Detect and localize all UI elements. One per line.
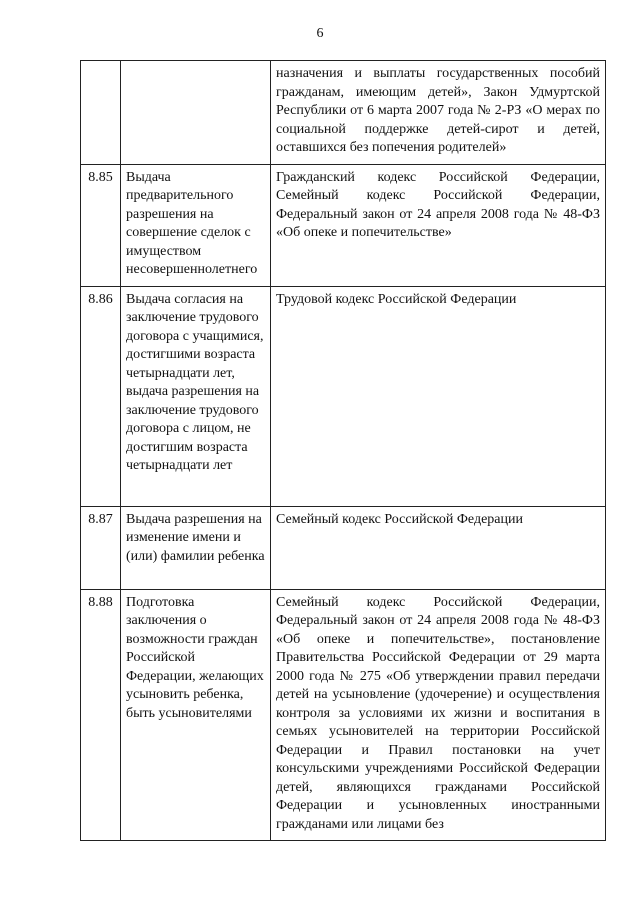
page-number: 6	[316, 26, 324, 41]
service-name: Выдача предварительного разрешения на совершение сделок с имуществом несовершеннолетнего	[121, 164, 271, 286]
row-number: 8.88	[81, 589, 121, 841]
service-name: Подготовка заключения о возможности граждан Российской Федерации, желающих усыновить ребенка, быть усыновителями	[121, 589, 271, 841]
service-name: Выдача согласия на заключение трудового договора с учащимися, достигшими возраста четырнадцати лет, выдача разрешения на заключение трудового договора с лицом, не достигшим возраста четырнадцати лет	[121, 286, 271, 506]
legal-basis: Семейный кодекс Российской Федерации	[271, 506, 606, 589]
row-number: 8.86	[81, 286, 121, 506]
services-table	[80, 60, 606, 841]
row-number: 8.85	[81, 164, 121, 286]
legal-basis: Гражданский кодекс Российской Федерации, Семейный кодекс Российской Федерации, Федеральный закон от 24 апреля 2008 года № 48-ФЗ «Об опеке и попечительстве»	[271, 164, 606, 286]
legal-basis: Семейный кодекс Российской Федерации, Федеральный закон от 24 апреля 2008 года № 48-ФЗ «Об опеке и попечительстве», постановление Правительства Российской Федерации от 29 марта 2000 года № 275 «Об утверждении правил передачи детей на усыновление (удочерение) и осуществления контроля за условиями их жизни и воспитания в семьях усыновителей на территории Российской Федерации и Правил постановки на учет консульскими учреждениями Российской Федерации детей, являющихся гражданами Российской Федерации и усыновленных иностранными гражданами или лицами без	[271, 589, 606, 841]
table-row	[81, 164, 606, 286]
service-name: Выдача разрешения на изменение имени и (или) фамилии ребенка	[121, 506, 271, 589]
legal-basis: назначения и выплаты государственных пособий гражданам, имеющим детей», Закон Удмуртской Республики от 6 марта 2007 года № 2-РЗ «О мерах по социальной поддержке детей-сирот и детей, оставшихся без попечения родителей»	[271, 61, 606, 165]
table-row	[81, 61, 606, 165]
table-row	[81, 506, 606, 589]
row-number	[81, 61, 121, 165]
service-name	[121, 61, 271, 165]
table-row	[81, 286, 606, 506]
row-number: 8.87	[81, 506, 121, 589]
legal-basis: Трудовой кодекс Российской Федерации	[271, 286, 606, 506]
table-row	[81, 589, 606, 841]
